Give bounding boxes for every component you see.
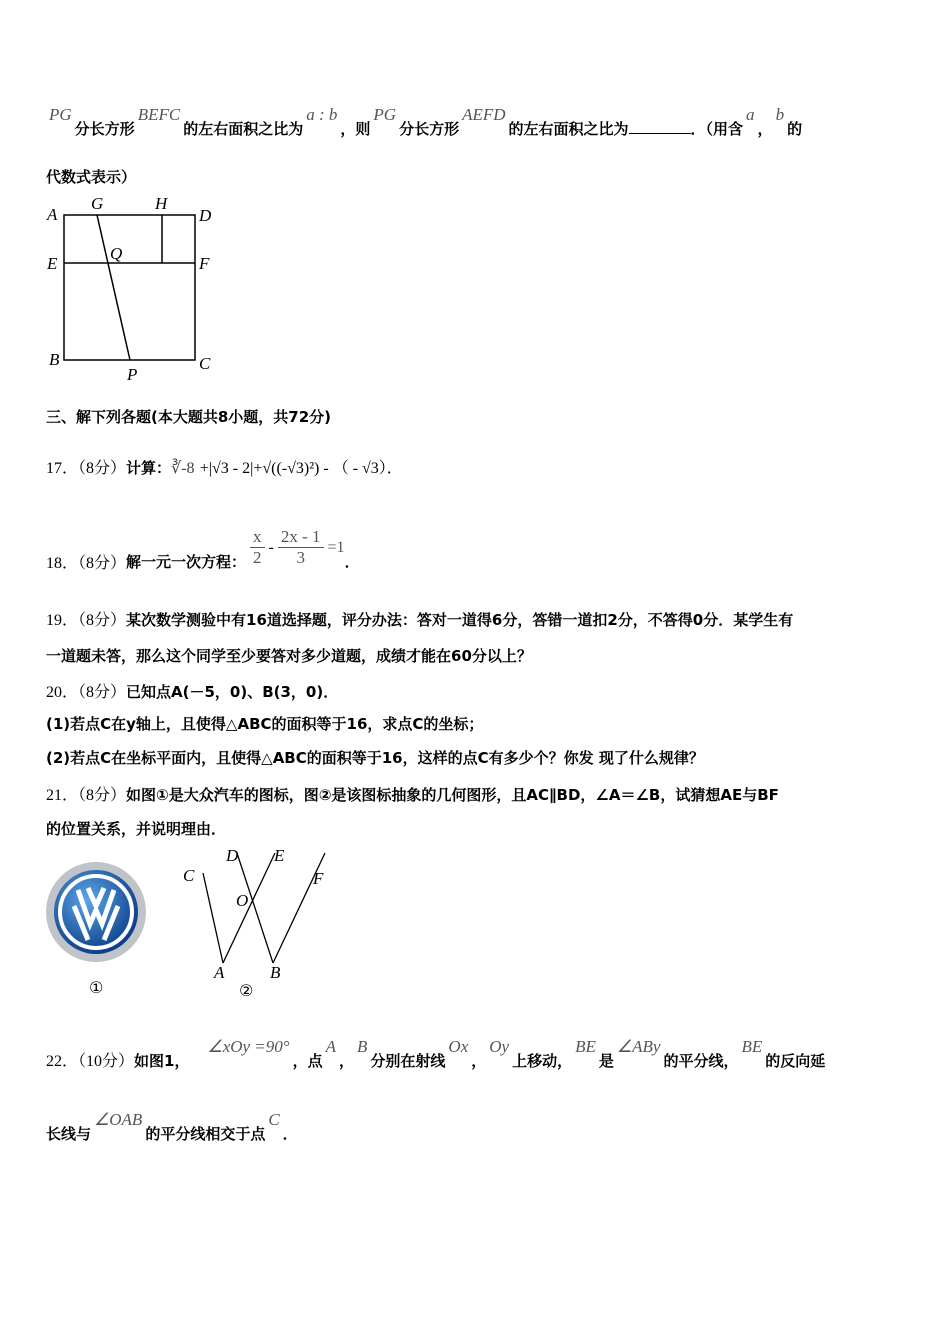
label-F: F — [199, 254, 210, 273]
figure-caption-2: ② — [239, 981, 254, 1000]
math: B — [357, 1037, 368, 1056]
label-P: P — [127, 365, 138, 384]
math: +|√3 - 2|+√((-√3)²) - （ - √3）． — [199, 460, 403, 477]
math: A — [325, 1037, 336, 1056]
math: PG — [373, 105, 397, 124]
label-A: A — [214, 963, 225, 982]
label-A: A — [47, 205, 58, 224]
section-heading: 三、解下列各题(本大题共8小题，共72分) — [46, 408, 332, 426]
math: ∠ABy — [616, 1037, 661, 1056]
q19-line1 — [46, 607, 793, 630]
text: 如图1， — [134, 1052, 190, 1070]
math: PG — [49, 105, 72, 124]
q17 — [46, 455, 403, 478]
text: 是 — [598, 1052, 614, 1070]
question-number: 21．（8分） — [46, 787, 127, 804]
q20-line2: (1)若点C在y轴上，且使得△ABC的面积等于16，求点C的坐标； — [46, 715, 484, 733]
q16-line1 — [46, 105, 803, 139]
math: a : b — [306, 105, 338, 124]
q22-line2 — [46, 1110, 298, 1144]
text: 计算： — [126, 459, 172, 477]
q20-line1 — [46, 679, 338, 702]
text: 的左右面积之比为 — [508, 120, 629, 138]
text: ． — [344, 553, 360, 571]
text: 的左右面积之比为 — [183, 120, 304, 138]
fraction — [250, 527, 265, 568]
math: ∛-8 — [171, 460, 195, 477]
text: 的平分线相交于点 — [145, 1125, 266, 1143]
label-C: C — [183, 866, 195, 885]
question-number: 18．（8分） — [46, 555, 127, 572]
denominator: 3 — [296, 548, 305, 567]
question-number: 17．（8分） — [46, 460, 127, 477]
denominator: 2 — [253, 548, 262, 567]
math: - — [268, 538, 274, 556]
math: BE — [741, 1037, 763, 1056]
label-C: C — [199, 354, 211, 373]
q21-line1 — [46, 782, 779, 805]
fraction — [278, 527, 324, 568]
math: a — [746, 105, 755, 124]
text: 的 — [787, 120, 803, 138]
question-number: 19．（8分） — [46, 612, 127, 629]
label-B: B — [270, 963, 281, 982]
question-number: 22．（10分） — [46, 1053, 135, 1070]
vw-logo — [44, 860, 148, 964]
text: 长线与 — [46, 1125, 92, 1143]
text: ．（用含 — [690, 120, 744, 138]
text: ， — [757, 120, 773, 138]
label-G: G — [91, 194, 104, 213]
label-E: E — [274, 846, 285, 865]
text: ， — [471, 1052, 487, 1070]
q19-line2: 一道题未答，那么这个同学至少要答对多少道题，成绩才能在60分以上？ — [46, 647, 532, 665]
q22-line1 — [46, 1037, 826, 1071]
label-E: E — [47, 254, 58, 273]
math: C — [268, 1110, 280, 1129]
label-F: F — [313, 869, 324, 888]
math: =1 — [327, 538, 345, 556]
numerator: x — [250, 527, 265, 548]
label-H: H — [155, 194, 168, 213]
math: b — [775, 105, 785, 124]
q16-line2: 代数式表示） — [46, 168, 137, 186]
answer-blank[interactable] — [629, 119, 691, 134]
label-O: O — [236, 891, 249, 910]
q18 — [46, 527, 360, 572]
math: Ox — [448, 1037, 469, 1056]
math: BEFC — [137, 105, 181, 124]
text: ， — [339, 1052, 355, 1070]
numerator: 2x - 1 — [278, 527, 324, 548]
text: 上移动， — [512, 1052, 573, 1070]
math: BE — [575, 1037, 596, 1056]
label-D: D — [226, 846, 239, 865]
math: ∠xOy =90° — [207, 1037, 290, 1056]
text: 的平分线， — [663, 1052, 739, 1070]
text: 的反向延 — [765, 1052, 826, 1070]
label-D: D — [199, 206, 212, 225]
q20-line3: (2)若点C在坐标平面内，且使得△ABC的面积等于16，这样的点C有多少个？你发 现了什么规律？ — [46, 749, 704, 767]
text: 如图①是大众汽车的图标，图②是该图标抽象的几何图形，且AC∥BD，∠A＝∠B，试猜想AE与BF — [126, 786, 779, 804]
question-number: 20．（8分） — [46, 684, 127, 701]
label-B: B — [49, 350, 60, 369]
text: 解一元一次方程： — [126, 553, 247, 571]
figure-caption-1: ① — [89, 978, 104, 997]
text: 分别在射线 — [370, 1052, 446, 1070]
text: ． — [282, 1125, 298, 1143]
label-Q: Q — [110, 244, 123, 263]
q21-line2: 的位置关系，并说明理由． — [46, 820, 227, 838]
math: AEFD — [462, 105, 506, 124]
text: 某次数学测验中有16道选择题，评分办法：答对一道得6分，答错一道扣2分，不答得0分．某学生有 — [126, 611, 794, 629]
text: ，点 — [292, 1052, 323, 1070]
text: 分长方形 — [399, 120, 460, 138]
math: ∠OAB — [94, 1110, 143, 1129]
text: 已知点A(－5，0)、B(3，0)． — [126, 683, 339, 701]
text: ，则 — [340, 120, 371, 138]
math: Oy — [489, 1037, 510, 1056]
text: 分长方形 — [74, 120, 135, 138]
